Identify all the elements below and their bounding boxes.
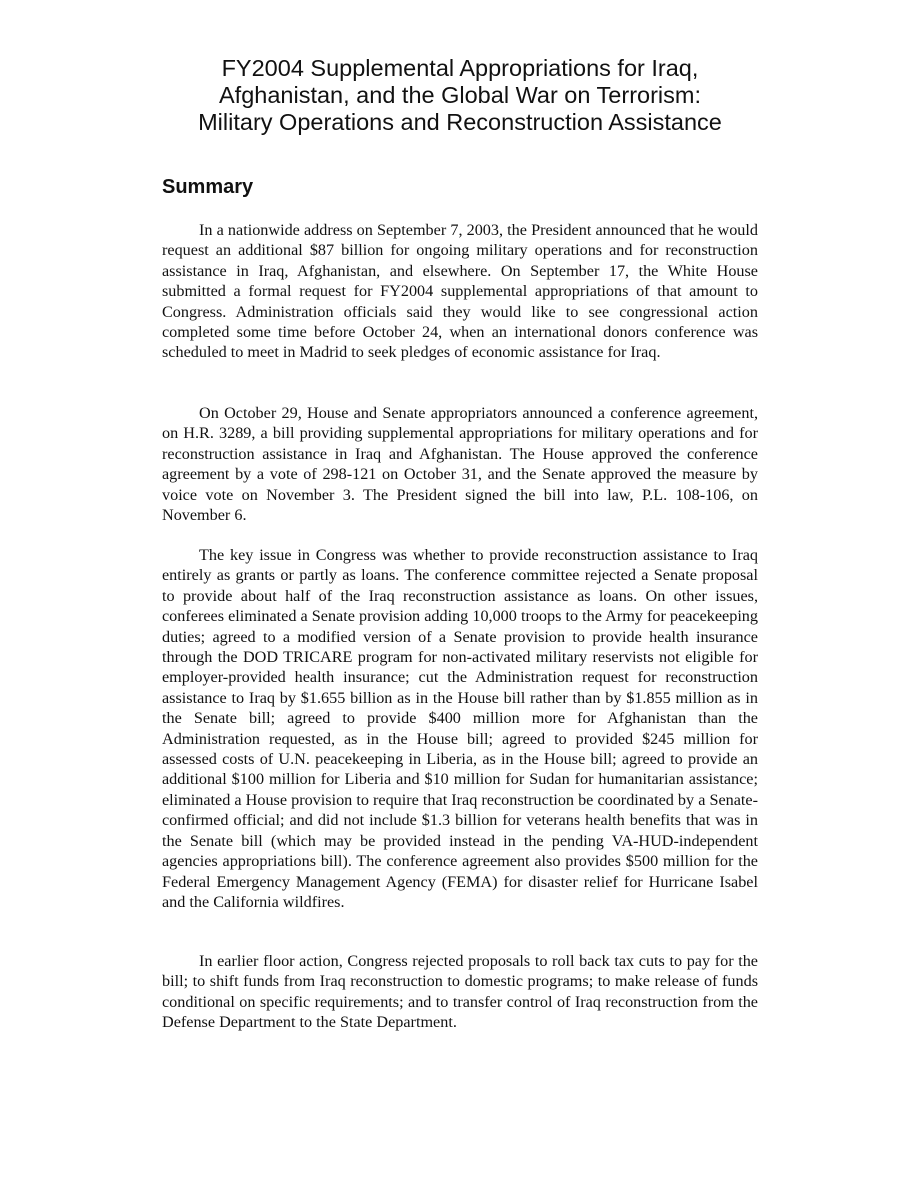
section-heading-summary: Summary — [162, 176, 254, 198]
summary-paragraph-2: On October 29, House and Senate appropriators announced a conference agreement, on H.R. 3289, a bill providing supplemental appropriations for military operations and for reconstruction assistance in Iraq and Afghanistan. The House approved the conference agreement by a vote of 298-121 on October 31, and the Senate approved the measure by voice vote on November 3. The President signed the bill into law, P.L. 108-106, on November 6. — [162, 404, 758, 525]
title-line-2: Afghanistan, and the Global War on Terrorism: — [219, 82, 701, 108]
document-title — [120, 55, 800, 136]
title-line-1: FY2004 Supplemental Appropriations for Iraq, — [221, 55, 699, 81]
summary-paragraph-3: The key issue in Congress was whether to provide reconstruction assistance to Iraq entirely as grants or partly as loans. The conference committee rejected a Senate proposal to provide about half of the Iraq reconstruction assistance as loans. On other issues, conferees eliminated a Senate provision adding 10,000 troops to the Army for peacekeeping duties; agreed to a modified version of a Senate provision to provide health insurance through the DOD TRICARE program for non-activated military reservists not eligible for employer-provided health insurance; cut the Administration request for reconstruction assistance to Iraq by $1.655 billion as in the House bill rather than by $1.855 million as in the Senate bill; agreed to provide $400 million more for Afghanistan than the Administration requested, as in the House bill; agreed to provided $245 million for assessed costs of U.N. peacekeeping in Liberia, as in the House bill; agreed to provide an additional $100 million for Liberia and $10 million for Sudan for humanitarian assistance; eliminated a House provision to require that Iraq reconstruction be coordinated by a Senate-confirmed official; and did not include $1.3 billion for veterans health benefits that was in the Senate bill (which may be provided instead in the pending VA-HUD-independent agencies appropriations bill). The conference agreement also provides $500 million for the Federal Emergency Management Agency (FEMA) for disaster relief for Hurricane Isabel and the California wildfires. — [162, 546, 758, 911]
title-line-3: Military Operations and Reconstruction Assistance — [198, 109, 722, 135]
summary-paragraph-4: In earlier floor action, Congress rejected proposals to roll back tax cuts to pay for the bill; to shift funds from Iraq reconstruction to domestic programs; to make release of funds conditional on specific requirements; and to transfer control of Iraq reconstruction from the Defense Department to the State Department. — [162, 952, 758, 1032]
summary-paragraph-1: In a nationwide address on September 7, 2003, the President announced that he would request an additional $87 billion for ongoing military operations and for reconstruction assistance in Iraq, Afghanistan, and elsewhere. On September 17, the White House submitted a formal request for FY2004 supplemental appropriations of that amount to Congress. Administration officials said they would like to see congressional action completed some time before October 24, when an international donors conference was scheduled to meet in Madrid to seek pledges of economic assistance for Iraq. — [162, 221, 758, 362]
